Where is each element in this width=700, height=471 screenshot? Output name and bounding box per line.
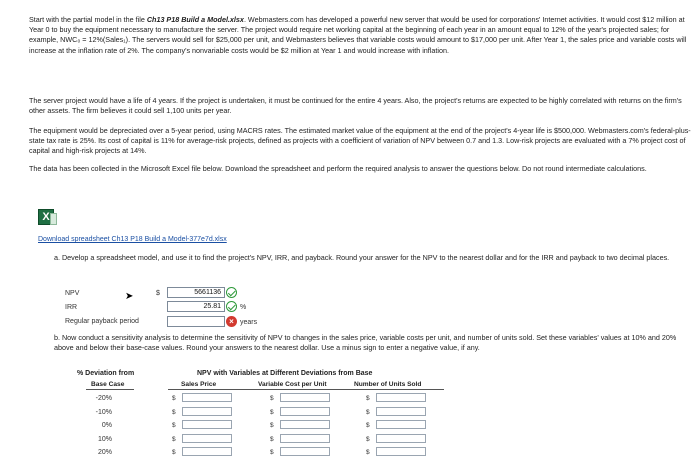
- payback-label: Regular payback period: [65, 318, 139, 325]
- units-sold-input[interactable]: [376, 407, 426, 416]
- payback-unit: years: [240, 319, 258, 326]
- cell-currency: $: [172, 409, 176, 416]
- cell-currency: $: [172, 395, 176, 402]
- header-rule: [168, 389, 444, 390]
- deviation-header-top: % Deviation from: [77, 370, 135, 377]
- intro-text: Start with the partial model in the file: [29, 15, 147, 24]
- sales-price-input[interactable]: [182, 447, 232, 456]
- cell-currency: $: [172, 436, 176, 443]
- cell-currency: $: [366, 395, 370, 402]
- intro-paragraph-4: The data has been collected in the Microsoft Excel file below. Download the spreadsheet and perform the required analysis to answer the questions below. Do not round intermediate calculations.: [29, 164, 647, 173]
- mouse-cursor-icon: ➤: [125, 291, 134, 302]
- payback-input[interactable]: [167, 316, 225, 327]
- file-name: Ch13 P18 Build a Model.xlsx: [146, 15, 244, 24]
- incorrect-icon: ×: [226, 316, 237, 327]
- sensitivity-group-header: NPV with Variables at Different Deviations from Base: [197, 370, 373, 377]
- cell-currency: $: [366, 409, 370, 416]
- check-icon: [226, 301, 237, 312]
- cell-currency: $: [270, 395, 274, 402]
- cell-currency: $: [172, 422, 176, 429]
- question-b-prompt: b. Now conduct a sensitivity analysis to determine the sensitivity of NPV to changes in the sales price, variable costs per unit, and number of units sold. Set these variables' values at 10% and 20% above and below their base-case values. Round your answers to the nearest dollar. Use a minus sign to enter a negative value, if any.: [54, 333, 677, 353]
- variable-cost-input[interactable]: [280, 447, 330, 456]
- npv-currency: $: [156, 290, 160, 297]
- sales-price-input[interactable]: [182, 434, 232, 443]
- npv-label: NPV: [65, 290, 80, 297]
- deviation-label: -20%: [95, 395, 112, 402]
- units-sold-input[interactable]: [376, 393, 426, 402]
- variable-cost-input[interactable]: [280, 420, 330, 429]
- deviation-label: 10%: [97, 436, 112, 443]
- variable-cost-input[interactable]: [280, 407, 330, 416]
- base-case-header: Base Case: [91, 381, 125, 388]
- cell-currency: $: [366, 422, 370, 429]
- check-icon: [226, 287, 237, 298]
- question-a-prompt: a. Develop a spreadsheet model, and use it to find the project's NPV, IRR, and payback. Round your answer for the NPV to the nearest dollar and for the IRR and payback to two decimal places.: [54, 253, 670, 262]
- units-sold-input[interactable]: [376, 420, 426, 429]
- header-rule: [86, 389, 134, 390]
- deviation-label: 0%: [101, 422, 112, 429]
- intro-paragraph-2: The server project would have a life of 4 years. If the project is undertaken, it must be continued for the entire 4 years. Also, the project's returns are expected to be highly correlated with returns on the firm's other assets. The firm believes it could sell 1,100 units per year.: [29, 96, 682, 116]
- cell-currency: $: [366, 449, 370, 456]
- cell-currency: $: [172, 449, 176, 456]
- cell-currency: $: [270, 409, 274, 416]
- intro-paragraph-3: The equipment would be depreciated over a 5-year period, using MACRS rates. The estimated market value of the equipment at the end of the project's 4-year life is $500,000. Webmasters.com's federal-plus-state tax rate is 25%. Its cost of capital is 11% for average-risk projects, defined as projects with a coefficient of variation of NPV between 0.7 and 1.3. Low-risk projects are evaluated with a 7% project cost of capital and high-risk projects at 14%.: [29, 126, 691, 156]
- units-sold-input[interactable]: [376, 434, 426, 443]
- variable-cost-input[interactable]: [280, 393, 330, 402]
- deviation-label: 20%: [97, 449, 112, 456]
- download-spreadsheet-link[interactable]: Download spreadsheet Ch13 P18 Build a Model-377e7d.xlsx: [38, 236, 227, 243]
- intro-text-cont: . Webmasters.com has developed a powerful new server that would be used for corporations' Internet activities. It would cost $12 million at Year 0 to buy the equipment necessary to manufacture the server. The project would require net working capital at the beginning of each year in an amount equal to 12% of the year's projected sales; for example, NWC₀ = 12%(Sales₁). The servers would sell for $25,000 per unit, and Webmasters believes that variable costs would amount to $17,000 per unit. After Year 1, the sales price and variable costs will increase at the inflation rate of 2%. The company's nonvariable costs would be $2 million at Year 1 and would increase with inflation.: [29, 15, 687, 55]
- variable-cost-header: Variable Cost per Unit: [258, 381, 327, 388]
- cell-currency: $: [270, 449, 274, 456]
- units-sold-input[interactable]: [376, 447, 426, 456]
- excel-icon[interactable]: X: [38, 209, 54, 225]
- irr-input[interactable]: 25.81: [167, 301, 225, 312]
- sales-price-input[interactable]: [182, 393, 232, 402]
- units-sold-header: Number of Units Sold: [354, 381, 422, 388]
- sales-price-input[interactable]: [182, 420, 232, 429]
- sales-price-input[interactable]: [182, 407, 232, 416]
- sales-price-header: Sales Price: [181, 381, 217, 388]
- deviation-label: -10%: [95, 409, 112, 416]
- cell-currency: $: [366, 436, 370, 443]
- intro-paragraph-1: [29, 15, 695, 56]
- irr-unit: %: [240, 304, 247, 311]
- irr-label: IRR: [65, 304, 78, 311]
- variable-cost-input[interactable]: [280, 434, 330, 443]
- cell-currency: $: [270, 422, 274, 429]
- cell-currency: $: [270, 436, 274, 443]
- npv-input[interactable]: 5661136: [167, 287, 225, 298]
